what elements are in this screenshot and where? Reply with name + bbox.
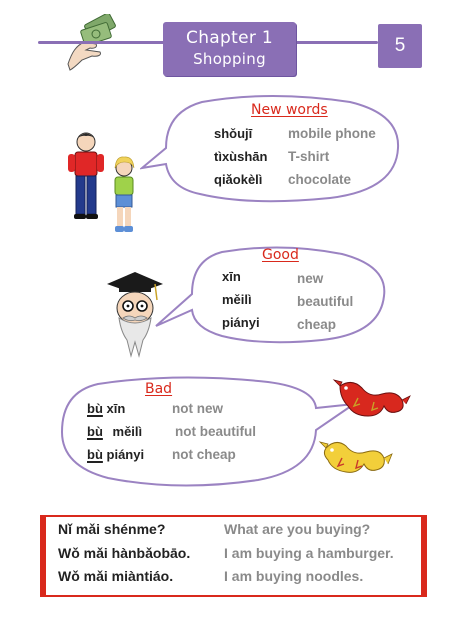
good-word-pinyin: xīn <box>222 269 241 284</box>
bad-word-english: not beautiful <box>175 424 256 439</box>
good-heading: Good <box>262 247 299 263</box>
sentence-english: I am buying noodles. <box>224 568 364 584</box>
bad-heading: Bad <box>145 381 173 397</box>
bad-word-row <box>87 447 144 462</box>
chapter-title: Chapter 1 <box>186 28 273 48</box>
bad-word-english: not new <box>172 401 223 416</box>
sentence-english: I am buying a hamburger. <box>224 545 394 561</box>
sentence-pinyin: Wǒ mǎi miàntiáo. <box>58 568 174 584</box>
negation-particle: bù <box>87 424 103 439</box>
new-word-english: chocolate <box>288 172 352 187</box>
bad-word-pinyin: měilì <box>112 424 143 439</box>
negation-particle: bù <box>87 447 103 462</box>
new-word-pinyin: tìxùshān <box>214 149 268 164</box>
chapter-title-box <box>163 22 296 76</box>
sentence-pinyin: Nǐ mǎi shénme? <box>58 521 166 537</box>
good-word-english: cheap <box>297 317 337 332</box>
children-illustration <box>62 128 148 238</box>
sentence-pinyin: Wǒ mǎi hànbǎobāo. <box>58 545 191 561</box>
good-word-pinyin: piányi <box>222 315 260 330</box>
example-sentences-box <box>40 515 427 597</box>
good-word-pinyin: měilì <box>222 292 252 307</box>
new-word-english: mobile phone <box>288 126 376 141</box>
bad-word-row <box>87 424 142 439</box>
bad-word-pinyin: xīn <box>106 401 126 416</box>
good-word-english: new <box>297 271 324 286</box>
page-number: 5 <box>378 24 422 68</box>
chapter-subtitle: Shopping <box>193 50 266 68</box>
negation-particle: bù <box>87 401 103 416</box>
new-word-pinyin: shǒujī <box>214 126 253 141</box>
bad-word-pinyin: piányi <box>106 447 145 462</box>
new-words-heading: New words <box>251 102 328 118</box>
new-word-pinyin: qiǎokèlì <box>214 172 263 187</box>
dragons-illustration <box>318 376 414 480</box>
sentence-english: What are you buying? <box>224 521 371 537</box>
bad-word-row <box>87 401 125 416</box>
new-word-english: T-shirt <box>288 149 330 164</box>
bad-word-english: not cheap <box>172 447 236 462</box>
good-word-english: beautiful <box>297 294 354 309</box>
